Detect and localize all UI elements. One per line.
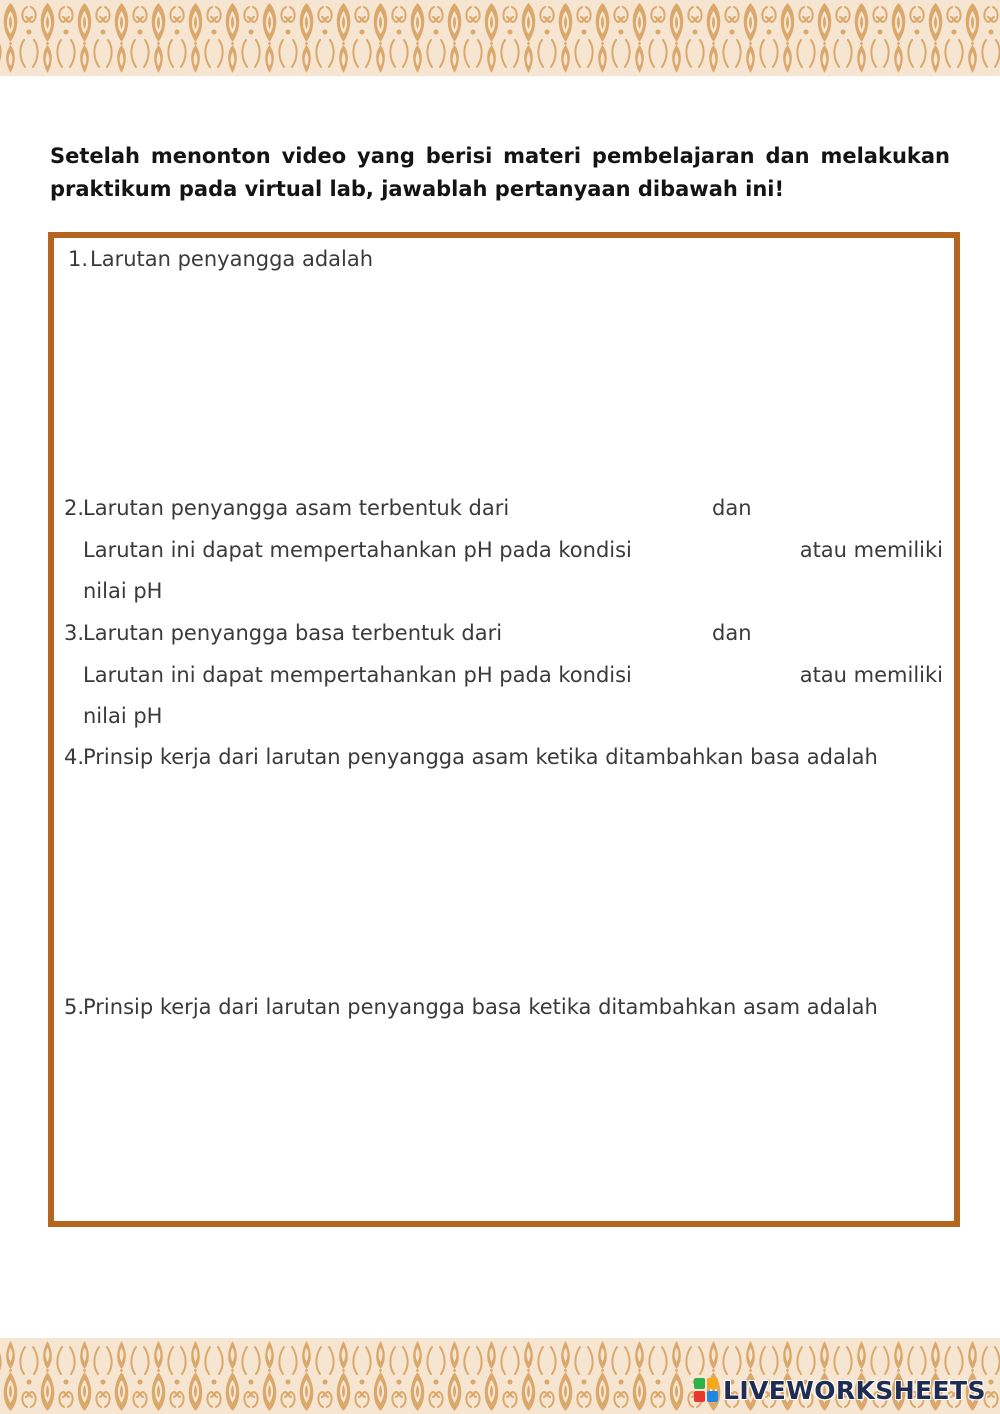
ornament-motif	[989, 3, 1000, 73]
question-text: Prinsip kerja dari larutan penyangga basa ketika ditambahkan asam adalah	[83, 995, 878, 1019]
question-line	[54, 660, 954, 702]
ornament-motif	[582, 1341, 624, 1411]
ornament-motif	[27, 3, 69, 73]
question-text: Larutan penyangga basa terbentuk dari	[83, 621, 503, 645]
ornament-motif	[27, 1341, 69, 1411]
top-ornament-border	[0, 0, 1000, 76]
condition-text: Larutan ini dapat mempertahankan pH pada kondisi	[83, 662, 632, 687]
logo-square	[694, 1378, 705, 1389]
ornament-motif	[619, 3, 661, 73]
logo-square	[694, 1391, 705, 1402]
question-line	[54, 244, 954, 286]
logo-text: LIVEWORKSHEETS	[723, 1375, 986, 1405]
question-text: Larutan penyangga adalah	[90, 247, 374, 271]
ornament-pattern-top	[0, 0, 1000, 76]
ornament-motif	[508, 3, 550, 73]
ornament-motif	[397, 3, 439, 73]
ornament-motif	[730, 3, 772, 73]
logo-square	[707, 1391, 718, 1402]
logo-square	[707, 1378, 718, 1389]
ornament-motif	[582, 3, 624, 73]
ornament-motif	[286, 3, 328, 73]
ornament-motif	[656, 3, 698, 73]
question-number: 3.	[64, 621, 85, 645]
question-1	[54, 244, 954, 286]
ornament-motif	[619, 1341, 661, 1411]
instruction-text	[50, 140, 950, 206]
ornament-motif	[101, 3, 143, 73]
instruction-line-1: Setelah menonton video yang berisi materi pembelajaran dan melakukan	[50, 144, 950, 168]
ornament-motif	[0, 3, 31, 73]
ornament-motif	[508, 1341, 550, 1411]
condition-end-text: atau memiliki	[799, 537, 943, 562]
ornament-motif	[212, 3, 254, 73]
question-line	[54, 576, 954, 618]
ornament-motif	[175, 3, 217, 73]
ornament-motif	[434, 1341, 476, 1411]
ornament-motif	[249, 1341, 291, 1411]
ornament-motif	[64, 3, 106, 73]
ornament-motif	[64, 1341, 106, 1411]
ornament-motif	[0, 1341, 31, 1411]
ornament-motif	[471, 1341, 513, 1411]
question-line	[54, 535, 954, 577]
question-text: Larutan penyangga asam terbentuk dari	[83, 496, 510, 520]
condition-text: Larutan ini dapat mempertahankan pH pada kondisi	[83, 537, 632, 562]
question-2	[54, 493, 954, 618]
question-number: 1.	[68, 247, 89, 271]
condition-end-text: atau memiliki	[799, 662, 943, 687]
question-line	[54, 493, 954, 535]
ornament-motif	[249, 3, 291, 73]
question-3	[54, 618, 954, 743]
ornament-motif	[693, 3, 735, 73]
ornament-motif	[212, 1341, 254, 1411]
question-number: 4.	[64, 745, 85, 769]
liveworksheets-logo-icon	[694, 1378, 718, 1402]
question-frame	[48, 232, 960, 1227]
question-connector: dan	[712, 496, 752, 520]
ornament-motif	[138, 1341, 180, 1411]
ornament-motif	[323, 3, 365, 73]
question-line	[54, 992, 954, 1034]
ornament-motif	[434, 3, 476, 73]
question-connector: dan	[712, 621, 752, 645]
ph-text: nilai pH	[83, 579, 163, 603]
question-number: 5.	[64, 995, 85, 1019]
ornament-motif	[878, 3, 920, 73]
ornament-motif	[656, 1341, 698, 1411]
ornament-motif	[767, 3, 809, 73]
ornament-motif	[397, 1341, 439, 1411]
ornament-motif	[138, 3, 180, 73]
ornament-motif	[101, 1341, 143, 1411]
question-line	[54, 701, 954, 743]
question-text: Prinsip kerja dari larutan penyangga asam ketika ditambahkan basa adalah	[83, 745, 878, 769]
ornament-motif	[545, 1341, 587, 1411]
ornament-motif	[471, 3, 513, 73]
question-4	[54, 742, 954, 784]
ornament-motif	[286, 1341, 328, 1411]
question-line	[54, 618, 954, 660]
ornament-motif	[360, 3, 402, 73]
question-number: 2.	[64, 496, 85, 520]
question-5	[54, 992, 954, 1034]
ornament-motif	[841, 3, 883, 73]
ornament-motif	[323, 1341, 365, 1411]
ornament-motif	[545, 3, 587, 73]
question-line	[54, 742, 954, 784]
ornament-motif	[804, 3, 846, 73]
liveworksheets-logo	[694, 1374, 986, 1406]
ph-text: nilai pH	[83, 704, 163, 728]
ornament-motif	[175, 1341, 217, 1411]
ornament-motif	[915, 3, 957, 73]
ornament-motif	[360, 1341, 402, 1411]
instruction-line-2: praktikum pada virtual lab, jawablah pertanyaan dibawah ini!	[50, 177, 785, 201]
ornament-motif	[952, 3, 994, 73]
ornament-motif	[989, 1341, 1000, 1411]
